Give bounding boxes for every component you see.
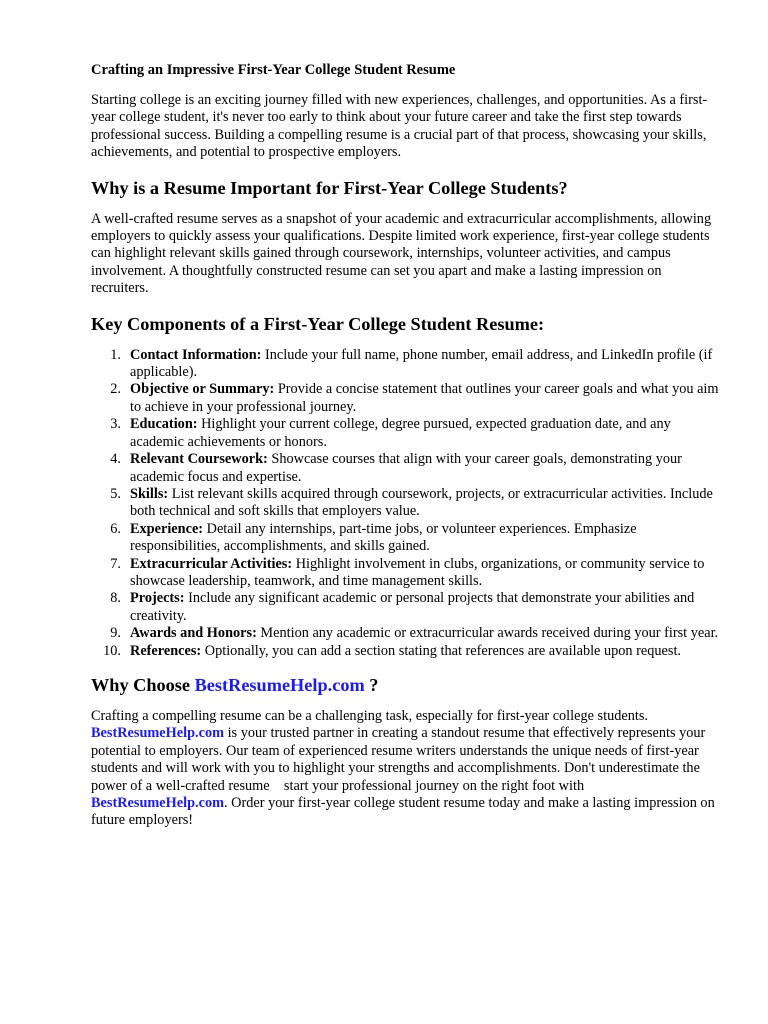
list-item bbox=[91, 643, 720, 660]
list-item bbox=[91, 451, 720, 486]
list-item-number: 3. bbox=[110, 416, 121, 433]
heading-site-link[interactable]: BestResumeHelp.com bbox=[194, 674, 365, 695]
list-item-number: 6. bbox=[110, 520, 121, 537]
list-item-label: Projects: bbox=[130, 590, 185, 607]
list-item-text: Showcase courses that align with your career goals, demonstrating your academic focus and expertise. bbox=[130, 451, 682, 485]
section-heading-why-choose bbox=[91, 674, 720, 696]
list-item-number: 10. bbox=[103, 642, 121, 659]
list-item-label: Experience: bbox=[130, 520, 204, 537]
list-item bbox=[91, 625, 720, 642]
list-item-label: Skills: bbox=[130, 485, 169, 502]
why-choose-paragraph bbox=[91, 708, 720, 830]
list-item-label: Education: bbox=[130, 416, 198, 433]
list-item-number: 4. bbox=[110, 451, 121, 468]
intro-paragraph: Starting college is an exciting journey filled with new experiences, challenges, and opportunities. As a first-year college student, it's never too early to think about your future career and take the first step towards professional success. Building a compelling resume is a crucial part of that process, showcasing your skills, achievements, and potential to prospective employers. bbox=[91, 92, 708, 161]
list-item-number: 7. bbox=[110, 555, 121, 572]
why-choose-text-3: . Order your first-year college student resume today and make a lasting impression on future employers! bbox=[91, 795, 715, 829]
list-item-text: Include any significant academic or personal projects that demonstrate your abilities and creativity. bbox=[130, 590, 695, 624]
list-item-number: 9. bbox=[110, 625, 121, 642]
section-heading-key-components: Key Components of a First-Year College Student Resume: bbox=[91, 313, 545, 334]
why-choose-suffix: ? bbox=[364, 674, 379, 695]
list-item-label: Contact Information: bbox=[130, 346, 262, 363]
list-item bbox=[91, 486, 720, 521]
list-item bbox=[91, 416, 720, 451]
list-item-number: 2. bbox=[110, 381, 121, 398]
list-item-label: Relevant Coursework: bbox=[130, 451, 268, 468]
why-choose-text-1: Crafting a compelling resume can be a challenging task, especially for first-year college students. bbox=[91, 707, 648, 724]
list-item-number: 8. bbox=[110, 590, 121, 607]
why-choose-text-2: is your trusted partner in creating a standout resume that effectively represents your potential to employers. Our team of experienced resume writers understands the unique needs of first-year students and will work with you to highlight your strengths and accomplishments. Don't underestimate the power of a well-crafted resume start your professional journey on the right foot with bbox=[91, 725, 706, 794]
key-components-list bbox=[91, 347, 720, 660]
why-choose-prefix: Why Choose bbox=[91, 674, 195, 695]
body-site-link-1[interactable]: BestResumeHelp.com bbox=[91, 725, 225, 742]
list-item-text: Highlight involvement in clubs, organizations, or community service to showcase leadership, teamwork, and time management skills. bbox=[130, 555, 705, 589]
list-item bbox=[91, 590, 720, 625]
list-item-label: Objective or Summary: bbox=[130, 381, 275, 398]
list-item-number: 5. bbox=[110, 485, 121, 502]
list-item-text: Include your full name, phone number, email address, and LinkedIn profile (if applicable). bbox=[130, 346, 713, 381]
list-item-text: Optionally, you can add a section stating that references are available upon request. bbox=[201, 642, 682, 659]
document-title: Crafting an Impressive First-Year College Student Resume bbox=[91, 62, 456, 78]
list-item-text: List relevant skills acquired through coursework, projects, or extracurricular activities. Include both technical and soft skills that employers value. bbox=[130, 485, 713, 520]
list-item-label: Awards and Honors: bbox=[130, 625, 257, 642]
list-item bbox=[91, 347, 720, 382]
list-item bbox=[91, 556, 720, 591]
body-site-link-2[interactable]: BestResumeHelp.com bbox=[91, 795, 225, 811]
list-item-number: 1. bbox=[110, 346, 121, 363]
list-item bbox=[91, 381, 720, 416]
list-item-text: Provide a concise statement that outlines your career goals and what you aim to achieve in your professional journey. bbox=[130, 381, 719, 415]
why-resume-paragraph: A well-crafted resume serves as a snapshot of your academic and extracurricular accomplishments, allowing employers to quickly assess your qualifications. Despite limited work experience, first-year college students can highlight relevant skills gained through coursework, internships, volunteer activities, and campus involvement. A thoughtfully constructed resume can set you apart and make a lasting impression on recruiters. bbox=[91, 210, 712, 297]
list-item-text: Highlight your current college, degree pursued, expected graduation date, and any academic achievements or honors. bbox=[130, 416, 671, 450]
list-item-text: Mention any academic or extracurricular awards received during your first year. bbox=[256, 625, 719, 642]
list-item-label: References: bbox=[130, 642, 202, 659]
list-item-text: Detail any internships, part-time jobs, or volunteer experiences. Emphasize responsibilities, accomplishments, and skills gained. bbox=[130, 520, 637, 555]
list-item-label: Extracurricular Activities: bbox=[130, 555, 293, 572]
section-heading-why-resume: Why is a Resume Important for First-Year College Students? bbox=[91, 177, 568, 198]
list-item bbox=[91, 521, 720, 556]
